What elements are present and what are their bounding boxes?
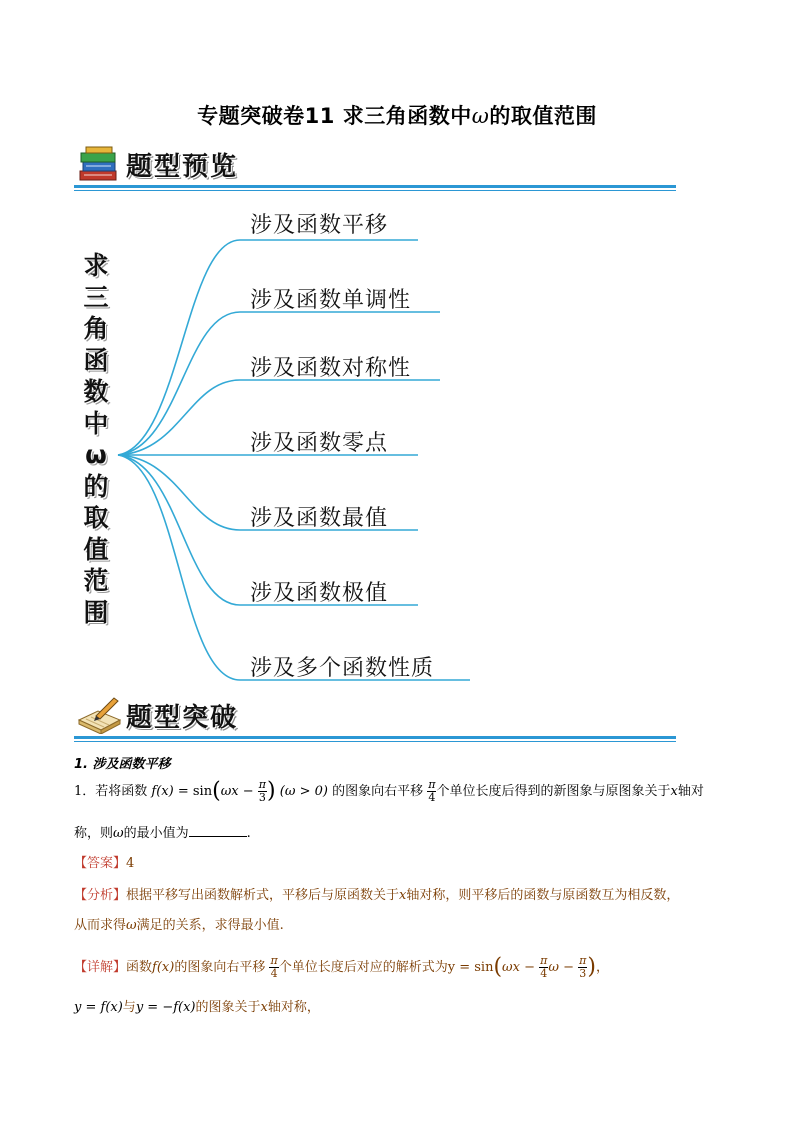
- mindmap-connectors: [0, 190, 794, 690]
- analysis-line-1: 【分析】根据平移写出函数解析式，平移后与原函数关于x轴对称，则平移后的函数与原函数互为相反数，: [74, 888, 680, 903]
- section-header-breakthrough: [74, 694, 676, 736]
- q1-line2a: 称，则: [74, 826, 114, 841]
- section-rule: [74, 736, 676, 739]
- section-header-overview: [74, 143, 676, 185]
- detail-tag: 【详解】: [74, 960, 127, 975]
- branch-shift: 涉及函数平移: [250, 213, 389, 238]
- connector-7: [118, 455, 470, 680]
- q1-x: x: [670, 784, 678, 799]
- answer-tag: 【答案】: [74, 856, 127, 871]
- section-breakthrough-label: 题型突破: [126, 703, 239, 733]
- title-text: 专题突破卷11 求三角函数中: [197, 104, 472, 128]
- analysis-tag: 【分析】: [74, 888, 127, 903]
- fraction-pi-over-4-detail: $\frac{\pi}{4}$: [270, 954, 278, 980]
- answer-line: [74, 854, 134, 874]
- connector-1: [118, 240, 418, 455]
- branch-zeros: 涉及函数零点: [250, 431, 389, 456]
- answer-value: 4: [126, 856, 135, 871]
- section-rule-thin: [74, 741, 676, 742]
- notebook-pen-icon: [76, 696, 122, 734]
- q1-line2b: 的最小值为: [123, 826, 189, 841]
- q1-eq-sin: = sin: [177, 784, 213, 799]
- branch-symmetry: 涉及函数对称性: [250, 356, 412, 381]
- subsection-title: 1. 涉及函数平移: [74, 757, 171, 772]
- question-1-line-1: 1．若将函数 f(x) = sin(ωx − $\frac{\pi}{3}$ ) (ω > 0) 的图象向右平移 $\frac{\pi}{4}$ 个单位长度后得到的新图象与原图象关于x轴对: [74, 778, 704, 804]
- section-overview-label: 题型预览: [126, 152, 239, 182]
- q1-condition: (ω > 0): [279, 784, 328, 799]
- fraction-pi-over-4: $\frac{\pi}{4}$: [428, 778, 436, 804]
- books-icon: [76, 145, 122, 185]
- q1-fx: f(x): [151, 784, 174, 799]
- title-tail: 的取值范围: [489, 104, 597, 128]
- document-title: [0, 100, 794, 130]
- analysis-line-2: 从而求得ω满足的关系，求得最小值.: [74, 918, 284, 933]
- branch-multi-property: 涉及多个函数性质: [250, 656, 435, 681]
- detail-line-2: y = f(x)与y = −f(x)的图象关于x轴对称，: [74, 1000, 320, 1015]
- q1-mid: 的图象向右平移: [332, 784, 424, 799]
- section-rule: [74, 185, 676, 188]
- branch-max-min: 涉及函数最值: [250, 506, 389, 531]
- q1-tail2: 轴对: [677, 784, 704, 799]
- branch-monotonic: 涉及函数单调性: [250, 288, 412, 313]
- q1-intro: 1．若将函数: [74, 784, 148, 799]
- answer-blank[interactable]: [189, 822, 247, 837]
- question-1-line-2: 称，则ω的最小值为 .: [74, 822, 251, 844]
- title-omega: ω: [471, 104, 490, 128]
- q1-tail1: 个单位长度后得到的新图象与原图象关于: [436, 784, 671, 799]
- q1-omega-x: ωx −: [220, 784, 254, 799]
- mindmap-root: 求三角函数中ω的取值范围: [83, 251, 109, 627]
- q1-omega: ω: [113, 826, 124, 841]
- fraction-pi-over-3: $\frac{\pi}{3}$: [258, 778, 267, 804]
- detail-line-1: 【详解】函数f(x)的图象向右平移 $\frac{\pi}{4}$ 个单位长度后对应的解析式为y = sin(ωx − $\frac{\pi}{4}$ ω − $\frac{\pi}{3}$ )，: [74, 954, 609, 980]
- branch-extremum: 涉及函数极值: [250, 581, 389, 606]
